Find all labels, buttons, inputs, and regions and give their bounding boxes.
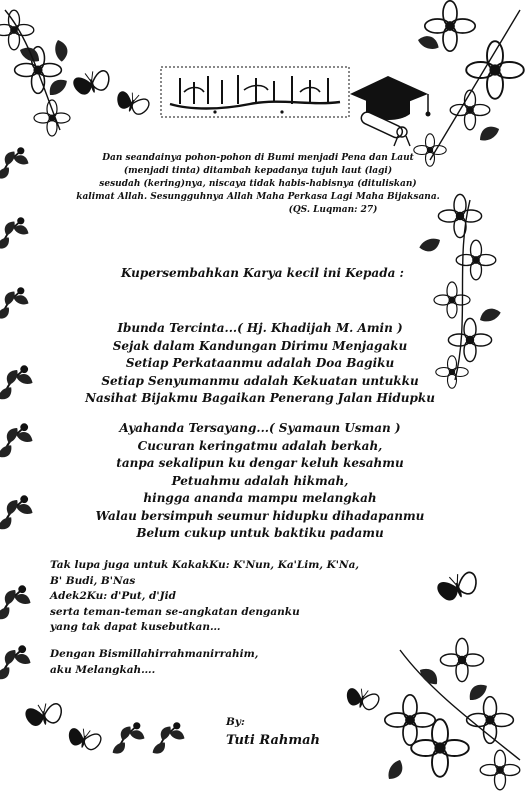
- father-dedication: [40, 420, 480, 543]
- mother-line: Setiap Perkataanmu adalah Doa Bagiku: [125, 356, 395, 370]
- closing-section: [50, 647, 350, 678]
- father-line: Petuahmu adalah hikmah,: [171, 473, 349, 488]
- flower-icon: [385, 638, 520, 789]
- bismillah-calligraphy-icon: [160, 66, 350, 118]
- thanks-line: yang tak dapat kusebutkan…: [50, 621, 221, 633]
- father-line: tanpa sekalipun ku dengar keluh kesahmu: [116, 456, 404, 470]
- closing-line: aku Melangkah….: [50, 663, 156, 676]
- mother-line: Setiap Senyumanmu adalah Kekuatan untukku: [101, 373, 419, 388]
- quote-line: Dan seandainya pohon-pohon di Bumi menjadi Pena dan Laut: [102, 153, 414, 163]
- signature-by: By:: [226, 716, 245, 728]
- thanks-line: serta teman-teman se-angkatan denganku: [50, 605, 300, 618]
- dedication-heading: Kupersembahkan Karya kecil ini Kepada :: [121, 266, 404, 280]
- flower-icon: [111, 722, 187, 757]
- father-line: Belum cukup untuk baktiku padamu: [136, 526, 384, 540]
- mother-line: Ibunda Tercinta...( Hj. Khadijah M. Amin ): [117, 321, 403, 335]
- quote-line: sesudah (kering)nya, niscaya tidak habis-habisnya (dituliskan): [99, 179, 417, 189]
- mother-line: Sejak dalam Kandungan Dirimu Menjagaku: [112, 338, 408, 353]
- mother-line: Nasihat Bijakmu Bagaikan Penerang Jalan Hidupku: [85, 391, 435, 405]
- graduation-cap-diploma-icon: [350, 76, 431, 146]
- father-line: Walau bersimpuh seumur hidupku dihadapanmu: [95, 508, 425, 523]
- author-name: Tuti Rahmah: [226, 733, 321, 748]
- father-line: Cucuran keringatmu adalah berkah,: [137, 438, 383, 453]
- thanks-line: Tak lupa juga untuk KakakKu: K'Nun, Ka'Lim, K'Na,: [50, 559, 360, 571]
- mother-dedication: [40, 320, 480, 408]
- quran-quote: [48, 152, 468, 217]
- quote-line: kalimat Allah. Sesungguhnya Allah Maha Perkasa Lagi Maha Bijaksana.: [76, 192, 440, 202]
- flower-icon: [0, 10, 70, 136]
- flower-icon: [414, 1, 524, 166]
- quote-line: (menjadi tinta) ditambah kepadanya tujuh laut (lagi): [123, 166, 393, 176]
- quote-reference: (QS. Luqman: 27): [288, 205, 378, 215]
- thanks-section: [50, 558, 380, 636]
- closing-line: Dengan Bismillahirrahmanirrahim,: [50, 648, 259, 660]
- thanks-line: Adek2Ku: d'Put, d'Jid: [50, 590, 176, 602]
- father-line: Ayahanda Tersayang...( Syamaun Usman ): [119, 421, 401, 435]
- thanks-line: B' Budi, B'Nas: [50, 574, 136, 587]
- flower-icon: [0, 147, 35, 683]
- father-line: hingga ananda mampu melangkah: [143, 491, 377, 505]
